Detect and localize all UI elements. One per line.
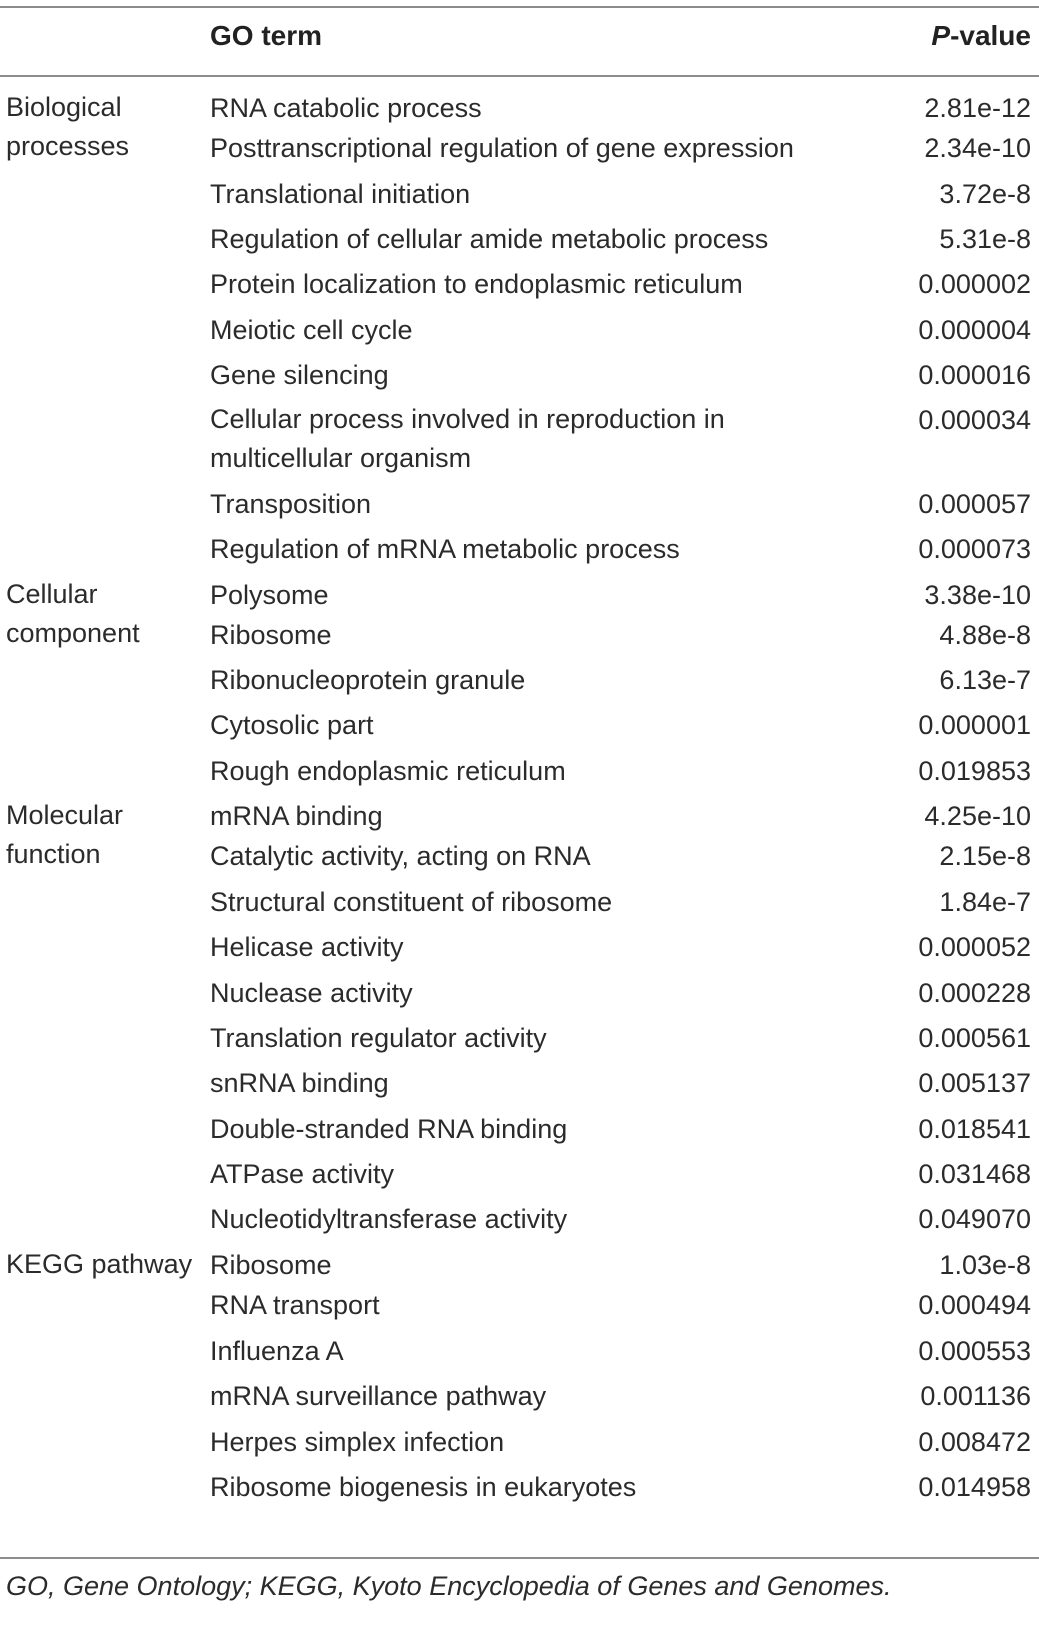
p-value-cell: 6.13e-7 [939, 665, 1031, 695]
p-value-cell: 0.019853 [918, 756, 1031, 786]
p-value-cell: 3.72e-8 [939, 179, 1031, 209]
go-term-cell: Gene silencing [210, 360, 389, 390]
table-footnote: GO, Gene Ontology; KEGG, Kyoto Encyclopedia of Genes and Genomes. [6, 1571, 892, 1601]
p-value-cell: 2.34e-10 [924, 133, 1031, 163]
p-value-cell: 2.81e-12 [924, 93, 1031, 123]
go-term-cell: Nucleotidyltransferase activity [210, 1204, 568, 1234]
p-value-cell: 5.31e-8 [939, 224, 1031, 254]
header-p-italic: P [931, 20, 951, 51]
p-value-cell: 0.000002 [918, 269, 1031, 299]
p-value-cell: 0.031468 [918, 1159, 1031, 1189]
go-term-cell: Catalytic activity, acting on RNA [210, 841, 591, 871]
table-top-rule [0, 6, 1039, 8]
category-label: KEGG pathway [6, 1249, 193, 1279]
p-value-cell: 4.88e-8 [939, 620, 1031, 650]
go-term-cell: mRNA binding [210, 801, 383, 831]
go-term-cell: snRNA binding [210, 1068, 389, 1098]
go-term-cell: Rough endoplasmic reticulum [210, 756, 566, 786]
p-value-cell: 0.018541 [918, 1114, 1031, 1144]
p-value-cell: 0.000073 [918, 534, 1031, 564]
p-value-cell: 0.000553 [918, 1336, 1031, 1366]
p-value-cell: 0.008472 [918, 1427, 1031, 1457]
p-value-cell: 0.000561 [918, 1023, 1031, 1053]
go-term-cell: Helicase activity [210, 932, 404, 962]
p-value-cell: 0.000016 [918, 360, 1031, 390]
p-value-cell: 0.049070 [918, 1204, 1031, 1234]
table-bottom-rule [0, 1557, 1039, 1559]
go-term-cell: Ribosome [210, 620, 332, 650]
p-value-cell: 0.005137 [918, 1068, 1031, 1098]
p-value-cell: 0.000494 [918, 1290, 1031, 1320]
header-p-rest: -value [950, 20, 1031, 51]
go-term-cell: Protein localization to endoplasmic reticulum [210, 269, 743, 299]
go-term-cell: Influenza A [210, 1336, 344, 1366]
go-term-cell: Ribosome biogenesis in eukaryotes [210, 1472, 637, 1502]
header-p-value [931, 20, 1031, 52]
p-value-cell: 0.000001 [918, 710, 1031, 740]
p-value-cell: 0.000057 [918, 489, 1031, 519]
go-term-cell: Double-stranded RNA binding [210, 1114, 568, 1144]
p-value-cell: 0.000052 [918, 932, 1031, 962]
p-value-cell: 4.25e-10 [924, 801, 1031, 831]
p-value-cell: 3.38e-10 [924, 580, 1031, 610]
go-term-cell: Herpes simplex infection [210, 1427, 505, 1457]
p-value-cell: 0.000004 [918, 315, 1031, 345]
go-term-cell: Nuclease activity [210, 978, 413, 1008]
go-term-cell: ATPase activity [210, 1159, 395, 1189]
go-term-cell: Ribosome [210, 1250, 332, 1280]
go-term-cell: Cytosolic part [210, 710, 374, 740]
go-term-cell: Ribonucleoprotein granule [210, 665, 526, 695]
p-value-cell: 0.000228 [918, 978, 1031, 1008]
p-value-cell: 0.001136 [920, 1381, 1031, 1411]
go-term-cell: Structural constituent of ribosome [210, 887, 613, 917]
go-term-cell: Meiotic cell cycle [210, 315, 413, 345]
category-label: Molecular function [6, 800, 124, 869]
category-label: Cellular component [6, 579, 140, 648]
go-term-cell: Translation regulator activity [210, 1023, 547, 1053]
go-term-cell: Polysome [210, 580, 329, 610]
go-term-cell: Transposition [210, 489, 372, 519]
go-term-cell: Translational initiation [210, 179, 471, 209]
header-go-term: GO term [210, 20, 323, 51]
go-term-cell: RNA transport [210, 1290, 380, 1320]
p-value-cell: 1.03e-8 [939, 1250, 1031, 1280]
table-header-rule [0, 75, 1039, 77]
go-term-cell: Regulation of mRNA metabolic process [210, 534, 680, 564]
go-term-cell: Regulation of cellular amide metabolic process [210, 224, 769, 254]
go-term-cell: Posttranscriptional regulation of gene expression [210, 133, 794, 163]
go-term-cell: Cellular process involved in reproduction in multicellular organism [210, 404, 725, 473]
p-value-cell: 1.84e-7 [939, 887, 1031, 917]
p-value-cell: 2.15e-8 [939, 841, 1031, 871]
go-term-cell: RNA catabolic process [210, 93, 482, 123]
p-value-cell: 0.000034 [918, 405, 1031, 435]
category-label: Biological processes [6, 92, 130, 161]
p-value-cell: 0.014958 [918, 1472, 1031, 1502]
go-term-cell: mRNA surveillance pathway [210, 1381, 547, 1411]
